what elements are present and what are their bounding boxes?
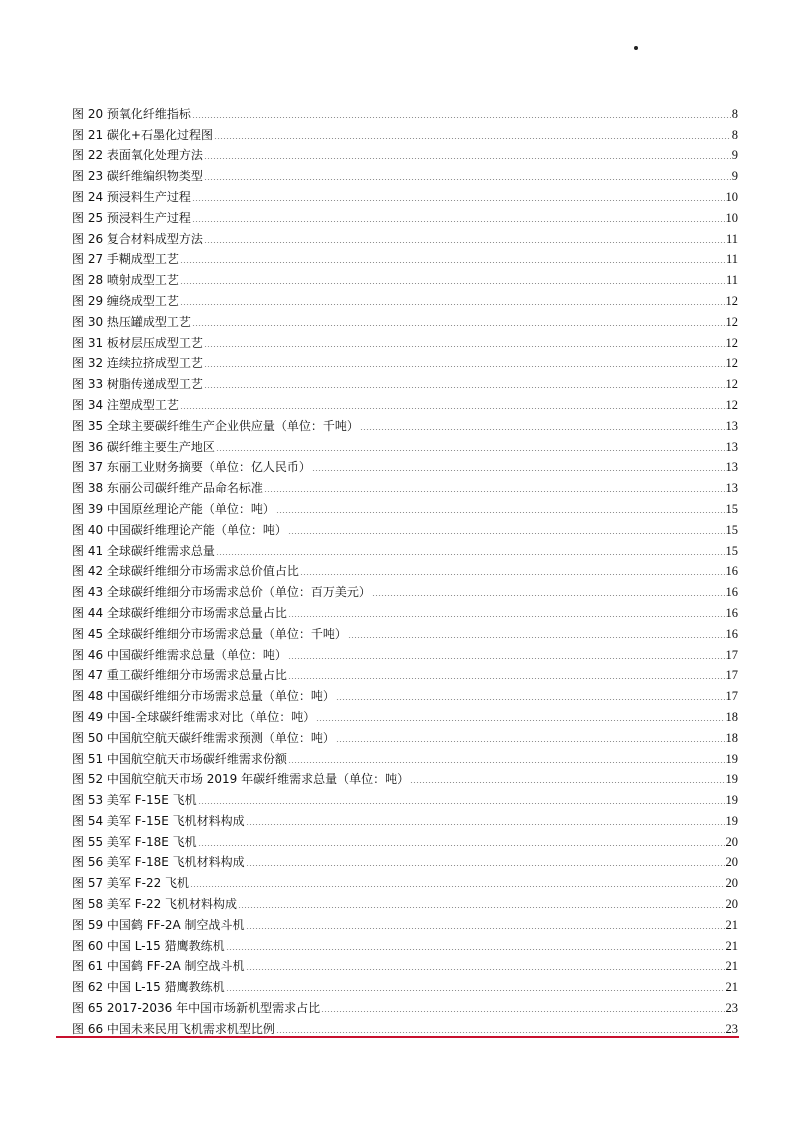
toc-entry-title: 图 25 预浸料生产过程 <box>72 210 191 225</box>
toc-entry-page-number: 19 <box>725 813 738 828</box>
toc-entry[interactable] <box>72 973 738 994</box>
toc-entry-title: 图 40 中国碳纤维理论产能（单位：吨） <box>72 522 287 537</box>
toc-entry-title: 图 37 东丽工业财务摘要（单位：亿人民币） <box>72 460 311 475</box>
toc-entry-title: 图 51 中国航空航天市场碳纤维需求份额 <box>72 751 287 766</box>
toc-entry-title: 图 60 中国 L-15 猎鹰教练机 <box>72 938 225 953</box>
toc-entry-title: 图 20 预氧化纤维指标 <box>72 106 191 121</box>
dot-leader <box>180 262 725 263</box>
dot-leader <box>372 595 725 596</box>
toc-entry-title: 图 33 树脂传递成型工艺 <box>72 377 203 392</box>
dot-leader <box>288 616 725 617</box>
toc-entry-page-number: 12 <box>725 335 738 350</box>
toc-entry-title: 图 59 中国鹤 FF-2A 制空战斗机 <box>72 917 245 932</box>
toc-entry-title: 图 50 中国航空航天碳纤维需求预测（单位：吨） <box>72 730 335 745</box>
toc-entry-title: 图 61 中国鹤 FF-2A 制空战斗机 <box>72 959 245 974</box>
dot-leader <box>226 990 725 991</box>
toc-entry-title: 图 56 美军 F-18E 飞机材料构成 <box>72 855 245 870</box>
dot-leader <box>316 720 724 721</box>
dot-leader <box>410 782 724 783</box>
dot-leader <box>226 949 725 950</box>
toc-entry[interactable] <box>72 142 738 163</box>
toc-entry[interactable] <box>72 745 738 766</box>
toc-entry[interactable] <box>72 578 738 599</box>
toc-entry-title: 图 44 全球碳纤维细分市场需求总量占比 <box>72 605 287 620</box>
toc-entry-title: 图 53 美军 F-15E 飞机 <box>72 793 197 808</box>
toc-entry[interactable] <box>72 807 738 828</box>
dot-leader <box>321 1011 724 1012</box>
toc-entry-page-number: 16 <box>725 626 738 641</box>
dot-leader <box>192 221 725 222</box>
dot-leader <box>246 969 725 970</box>
toc-entry[interactable] <box>72 994 738 1015</box>
toc-entry-page-number: 15 <box>725 543 738 558</box>
toc-entry-title: 图 48 中国碳纤维细分市场需求总量（单位：吨） <box>72 689 335 704</box>
dot-leader <box>204 242 725 243</box>
toc-entry-title: 图 29 缠绕成型工艺 <box>72 293 179 308</box>
toc-entry-page-number: 19 <box>725 751 738 766</box>
dot-leader <box>276 512 725 513</box>
toc-entry-page-number: 10 <box>725 189 738 204</box>
toc-entry[interactable] <box>72 204 738 225</box>
toc-entry[interactable] <box>72 474 738 495</box>
toc-entry-page-number: 11 <box>725 273 738 288</box>
toc-entry-title: 图 26 复合材料成型方法 <box>72 231 203 246</box>
toc-entry-title: 图 38 东丽公司碳纤维产品命名标准 <box>72 481 263 496</box>
dot-leader <box>180 304 725 305</box>
toc-entry-title: 图 65 2017-2036 年中国市场新机型需求占比 <box>72 1001 321 1016</box>
toc-entry-title: 图 45 全球碳纤维细分市场需求总量（单位：千吨） <box>72 626 347 641</box>
toc-entry-title: 图 55 美军 F-18E 飞机 <box>72 834 197 849</box>
dot-leader <box>180 283 725 284</box>
dot-leader <box>288 678 725 679</box>
toc-entry-page-number: 15 <box>725 501 738 516</box>
dot-leader <box>300 574 725 575</box>
toc-entry[interactable] <box>72 162 738 183</box>
toc-entry[interactable] <box>72 329 738 350</box>
dot-leader <box>204 158 731 159</box>
toc-entry-page-number: 8 <box>731 106 738 121</box>
toc-entry-page-number: 20 <box>725 897 738 912</box>
toc-entry-page-number: 15 <box>725 522 738 537</box>
toc-entry-page-number: 21 <box>725 959 738 974</box>
dot-leader <box>246 865 725 866</box>
dot-leader <box>198 803 725 804</box>
toc-entry-title: 图 49 中国-全球碳纤维需求对比（单位：吨） <box>72 709 316 724</box>
toc-entry-page-number: 13 <box>725 460 738 475</box>
toc-entry-page-number: 21 <box>725 917 738 932</box>
toc-entry-title: 图 28 喷射成型工艺 <box>72 273 179 288</box>
toc-entry-page-number: 11 <box>725 231 738 246</box>
toc-entry[interactable] <box>72 495 738 516</box>
toc-entry[interactable] <box>72 662 738 683</box>
toc-entry-page-number: 11 <box>725 252 738 267</box>
toc-entry[interactable] <box>72 828 738 849</box>
toc-entry-page-number: 19 <box>725 772 738 787</box>
dot-leader <box>288 762 725 763</box>
dot-leader <box>336 699 725 700</box>
dot-leader <box>288 533 725 534</box>
toc-entry-page-number: 18 <box>725 709 738 724</box>
dot-leader <box>264 491 725 492</box>
toc-entry[interactable] <box>72 225 738 246</box>
toc-entry-page-number: 9 <box>731 148 738 163</box>
dot-leader <box>204 179 731 180</box>
toc-entry[interactable] <box>72 287 738 308</box>
toc-entry[interactable] <box>72 370 738 391</box>
toc-entry-page-number: 13 <box>725 481 738 496</box>
toc-entry-page-number: 10 <box>725 210 738 225</box>
toc-entry-page-number: 23 <box>725 1021 738 1036</box>
toc-entry-title: 图 47 重工碳纤维细分市场需求总量占比 <box>72 668 287 683</box>
toc-entry-page-number: 21 <box>725 980 738 995</box>
toc-entry[interactable] <box>72 703 738 724</box>
toc-entry-page-number: 18 <box>725 730 738 745</box>
toc-entry[interactable] <box>72 1015 738 1036</box>
toc-entry-title: 图 21 碳化+石墨化过程图 <box>72 127 213 142</box>
toc-entry[interactable] <box>72 682 738 703</box>
toc-entry-title: 图 62 中国 L-15 猎鹰教练机 <box>72 980 225 995</box>
toc-entry-title: 图 57 美军 F-22 飞机 <box>72 876 190 891</box>
toc-entry-page-number: 20 <box>725 834 738 849</box>
toc-entry-page-number: 9 <box>731 169 738 184</box>
dot-leader <box>192 325 725 326</box>
dot-leader <box>192 200 725 201</box>
page-dot <box>634 46 638 50</box>
bottom-rule <box>56 1036 739 1038</box>
dot-leader <box>360 429 725 430</box>
toc-entry-title: 图 23 碳纤维编织物类型 <box>72 169 203 184</box>
toc-entry[interactable] <box>72 599 738 620</box>
toc-entry[interactable] <box>72 869 738 890</box>
toc-entry[interactable] <box>72 308 738 329</box>
toc-entry-page-number: 12 <box>725 293 738 308</box>
toc-entry-page-number: 21 <box>725 938 738 953</box>
toc-entry[interactable] <box>72 849 738 870</box>
toc-entry-title: 图 32 连续拉挤成型工艺 <box>72 356 203 371</box>
dot-leader <box>190 886 724 887</box>
toc-entry-page-number: 17 <box>725 647 738 662</box>
toc-entry[interactable] <box>72 412 738 433</box>
toc-entry-title: 图 58 美军 F-22 飞机材料构成 <box>72 897 238 912</box>
dot-leader <box>198 845 725 846</box>
toc-entry[interactable] <box>72 911 738 932</box>
dot-leader <box>216 554 725 555</box>
toc-entry-page-number: 17 <box>725 668 738 683</box>
toc-entry-title: 图 34 注塑成型工艺 <box>72 397 179 412</box>
toc-entry-page-number: 13 <box>725 439 738 454</box>
toc-entry-title: 图 66 中国未来民用飞机需求机型比例 <box>72 1021 275 1036</box>
toc-entry[interactable] <box>72 266 738 287</box>
toc-entry-title: 图 24 预浸料生产过程 <box>72 189 191 204</box>
toc-entry-title: 图 52 中国航空航天市场 2019 年碳纤维需求总量（单位：吨） <box>72 772 410 787</box>
toc-entry[interactable] <box>72 183 738 204</box>
dot-leader <box>204 387 725 388</box>
dot-leader <box>180 408 725 409</box>
dot-leader <box>312 470 725 471</box>
toc-entry-title: 图 31 板材层压成型工艺 <box>72 335 203 350</box>
toc-entry-page-number: 20 <box>725 876 738 891</box>
toc-entry[interactable] <box>72 786 738 807</box>
toc-entry[interactable] <box>72 391 738 412</box>
toc-entry-title: 图 36 碳纤维主要生产地区 <box>72 439 215 454</box>
toc-entry[interactable] <box>72 350 738 371</box>
toc-entry-page-number: 12 <box>725 314 738 329</box>
dot-leader <box>246 824 725 825</box>
toc-entry-page-number: 13 <box>725 418 738 433</box>
toc-entry[interactable] <box>72 516 738 537</box>
toc-entry[interactable] <box>72 890 738 911</box>
dot-leader <box>288 658 725 659</box>
toc-entry[interactable] <box>72 246 738 267</box>
table-of-figures <box>72 100 738 1036</box>
toc-entry-title: 图 39 中国原丝理论产能（单位：吨） <box>72 501 275 516</box>
toc-entry-title: 图 42 全球碳纤维细分市场需求总价值占比 <box>72 564 299 579</box>
toc-entry-title: 图 35 全球主要碳纤维生产企业供应量（单位：千吨） <box>72 418 359 433</box>
dot-leader <box>214 138 731 139</box>
toc-entry[interactable] <box>72 558 738 579</box>
toc-entry[interactable] <box>72 641 738 662</box>
toc-entry-page-number: 16 <box>725 564 738 579</box>
toc-entry[interactable] <box>72 121 738 142</box>
toc-entry[interactable] <box>72 537 738 558</box>
toc-entry-page-number: 23 <box>725 1001 738 1016</box>
dot-leader <box>276 1032 725 1033</box>
toc-entry[interactable] <box>72 953 738 974</box>
dot-leader <box>204 366 725 367</box>
toc-entry-page-number: 20 <box>725 855 738 870</box>
toc-entry-title: 图 22 表面氧化处理方法 <box>72 148 203 163</box>
dot-leader <box>216 450 725 451</box>
dot-leader <box>246 928 725 929</box>
toc-entry[interactable] <box>72 433 738 454</box>
toc-entry-title: 图 43 全球碳纤维细分市场需求总价（单位：百万美元） <box>72 585 371 600</box>
toc-entry-title: 图 30 热压罐成型工艺 <box>72 314 191 329</box>
toc-entry-page-number: 12 <box>725 377 738 392</box>
toc-entry[interactable] <box>72 932 738 953</box>
dot-leader <box>204 346 725 347</box>
dot-leader <box>336 741 725 742</box>
toc-entry[interactable] <box>72 454 738 475</box>
toc-entry-page-number: 12 <box>725 397 738 412</box>
toc-entry[interactable] <box>72 766 738 787</box>
toc-entry-page-number: 12 <box>725 356 738 371</box>
toc-entry-title: 图 27 手糊成型工艺 <box>72 252 179 267</box>
toc-entry-page-number: 16 <box>725 605 738 620</box>
dot-leader <box>238 907 724 908</box>
toc-entry-page-number: 8 <box>731 127 738 142</box>
toc-entry-page-number: 16 <box>725 585 738 600</box>
toc-entry[interactable] <box>72 100 738 121</box>
dot-leader <box>192 117 731 118</box>
toc-entry-title: 图 46 中国碳纤维需求总量（单位：吨） <box>72 647 287 662</box>
dot-leader <box>348 637 725 638</box>
toc-entry-page-number: 19 <box>725 793 738 808</box>
toc-entry-page-number: 17 <box>725 689 738 704</box>
toc-entry-title: 图 41 全球碳纤维需求总量 <box>72 543 215 558</box>
toc-entry[interactable] <box>72 620 738 641</box>
toc-entry-title: 图 54 美军 F-15E 飞机材料构成 <box>72 813 245 828</box>
toc-entry[interactable] <box>72 724 738 745</box>
